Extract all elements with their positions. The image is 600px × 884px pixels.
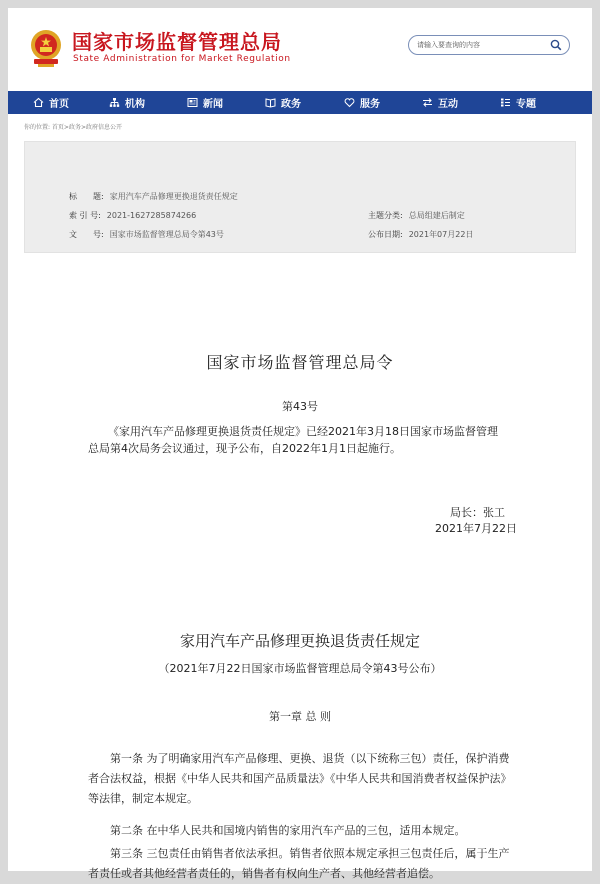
site-header xyxy=(8,8,592,88)
order-number: 第43号 xyxy=(282,400,318,413)
signer: 局长：张工 xyxy=(450,506,505,519)
breadcrumb[interactable]: 你的位置: 首页>政务>政府信息公开 xyxy=(24,124,122,131)
nav-label: 首页 xyxy=(49,99,69,110)
regulation-subtitle: （2021年7月22日国家市场监督管理总局令第43号公布） xyxy=(158,662,442,675)
sign-date: 2021年7月22日 xyxy=(435,522,517,535)
nav-item-affairs[interactable] xyxy=(265,91,301,114)
regulation-title: 家用汽车产品修理更换退货责任规定 xyxy=(179,632,420,650)
article-2: 第二条 在中华人民共和国境内销售的家用汽车产品的三包，适用本规定。 xyxy=(110,824,466,837)
meta-docno-label: 文 号: xyxy=(69,230,104,239)
nav-label: 政务 xyxy=(281,99,301,110)
document-body xyxy=(8,253,592,880)
national-emblem-icon xyxy=(28,28,64,68)
nav-item-interact[interactable] xyxy=(422,91,458,114)
meta-date-label: 公布日期: xyxy=(368,230,403,239)
grid-list-icon xyxy=(500,97,511,108)
meta-title-row xyxy=(69,191,238,202)
nav-label: 专题 xyxy=(516,99,536,110)
heart-icon xyxy=(344,97,355,108)
issuer-heading-clip xyxy=(8,349,592,372)
nav-item-home[interactable] xyxy=(33,91,69,114)
meta-category-value: 总局组建后制定 xyxy=(408,211,465,220)
home-icon xyxy=(33,97,44,108)
search-icon[interactable] xyxy=(550,39,562,51)
meta-title-value: 家用汽车产品修理更换退货责任规定 xyxy=(109,192,238,201)
meta-index-label: 索 引 号: xyxy=(69,211,101,220)
nav-label: 服务 xyxy=(360,99,380,110)
promulgation-line-1: 《家用汽车产品修理更换退货责任规定》已经2021年3月18日国家市场监督管理 xyxy=(108,425,498,438)
nav-item-org[interactable] xyxy=(109,91,145,114)
book-icon xyxy=(265,97,276,108)
search-input[interactable]: 请输入要查询的内容 xyxy=(417,41,480,49)
meta-docno-row xyxy=(69,229,224,240)
nav-label: 机构 xyxy=(125,99,145,110)
meta-docno-value: 国家市场监督管理总局令第43号 xyxy=(109,230,224,239)
org-chart-icon xyxy=(109,97,120,108)
site-logo-title[interactable]: 国家市场监督管理总局 xyxy=(72,30,282,54)
meta-category-row xyxy=(368,210,465,221)
nav-item-service[interactable] xyxy=(344,91,380,114)
issuer-heading: 国家市场监督管理总局令 xyxy=(206,353,394,372)
meta-category-label: 主题分类: xyxy=(368,211,403,220)
nav-label: 互动 xyxy=(438,99,458,110)
document-meta-box xyxy=(24,141,576,253)
promulgation-line-2: 总局第4次局务会议通过，现予公布，自2022年1月1日起施行。 xyxy=(88,442,401,455)
meta-title-label: 标 题: xyxy=(69,192,104,201)
site-logo-subtitle: State Administration for Market Regulation xyxy=(73,54,291,64)
meta-index-row xyxy=(69,210,196,221)
meta-date-row xyxy=(368,229,473,240)
meta-index-value: 2021-1627285874266 xyxy=(106,211,197,220)
meta-date-value: 2021年07月22日 xyxy=(408,230,474,239)
article-1: 第一条 为了明确家用汽车产品修理、更换、退货（以下统称三包）责任，保护消费者合法权益，根据《中华人民共和国产品质量法》《中华人民共和国消费者权益保护法》等法律，制定本规定。 xyxy=(88,752,512,805)
chapter-heading: 第一章 总 则 xyxy=(269,710,331,723)
news-icon xyxy=(187,97,198,108)
page xyxy=(8,8,592,880)
nav-label: 新闻 xyxy=(203,99,223,110)
exchange-icon xyxy=(422,97,433,108)
nav-item-topics[interactable] xyxy=(500,91,536,114)
nav-item-news[interactable] xyxy=(187,91,223,114)
main-nav xyxy=(8,91,592,114)
article-3: 第三条 三包责任由销售者依法承担。销售者依照本规定承担三包责任后，属于生产者责任或者其他经营者责任的，销售者有权向生产者、其他经营者追偿。 xyxy=(88,847,510,880)
search-box[interactable] xyxy=(408,35,570,55)
